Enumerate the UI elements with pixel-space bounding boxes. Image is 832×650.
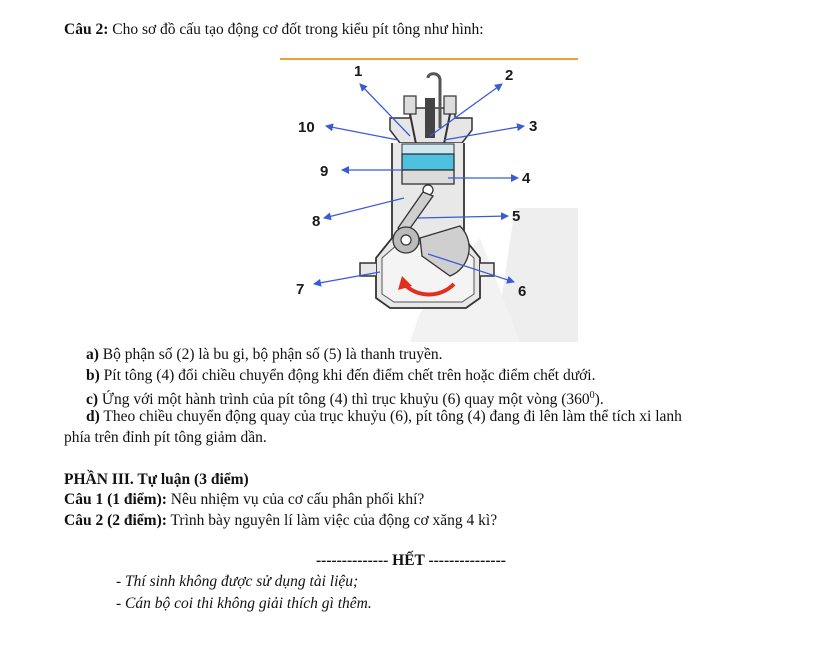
label-7: 7	[296, 281, 305, 298]
note-1: - Thí sinh không được sử dụng tài liệu;	[116, 573, 359, 590]
statement-a-text: Bộ phận số (2) là bu gi, bộ phận số (5) là thanh truyền.	[98, 346, 443, 363]
part3-question-1	[64, 490, 424, 510]
statement-d	[86, 407, 682, 427]
label-5: 5	[512, 208, 521, 225]
statement-c-tail: ).	[594, 391, 604, 409]
part3-q2-text: Trình bày nguyên lí làm việc của động cơ xăng 4 kì?	[166, 512, 498, 529]
statement-a-label: a)	[86, 346, 99, 363]
part3-q1-label: Câu 1 (1 điểm):	[64, 491, 167, 508]
crank-pin	[401, 235, 411, 245]
label-4: 4	[522, 170, 531, 187]
leader-1	[360, 84, 410, 136]
question-text: Cho sơ đồ cấu tạo động cơ đốt trong kiểu pít tông như hình:	[108, 21, 484, 38]
part3-question-2	[64, 511, 497, 531]
label-6: 6	[518, 283, 527, 300]
valve-left	[404, 96, 416, 114]
statement-d-label: d)	[86, 408, 100, 425]
valve-right	[444, 96, 456, 114]
label-3: 3	[529, 118, 538, 135]
part3-title: PHẦN III. Tự luận (3 điểm)	[64, 471, 249, 488]
statement-c-text: Ứng với một hành trình của pít tông (4) thì trục khuỷu (6) quay một vòng (360	[98, 391, 590, 409]
statement-d-text: Theo chiều chuyển động quay của trục khuỷu (6), pít tông (4) đang đi lên làm thể tích xi lanh	[99, 408, 682, 425]
piston-skirt	[402, 170, 454, 184]
question-label: Câu 2:	[64, 21, 109, 38]
statement-d-continuation: phía trên đỉnh pít tông giảm dần.	[64, 429, 267, 446]
statement-b	[86, 366, 595, 386]
engine-diagram-svg	[280, 58, 578, 342]
statement-b-text: Pít tông (4) đổi chiều chuyển động khi đến điểm chết trên hoặc điểm chết dưới.	[99, 367, 596, 384]
piston-crown	[402, 154, 454, 170]
top-rule	[280, 58, 578, 60]
note-2: - Cán bộ coi thi không giải thích gì thêm.	[116, 595, 372, 612]
label-8: 8	[312, 213, 321, 230]
end-marker: -------------- HẾT ---------------	[316, 552, 506, 569]
statement-c-label: c)	[86, 391, 99, 409]
statement-c-sup: 0	[589, 390, 595, 401]
question-heading	[64, 20, 484, 40]
combustion-chamber	[402, 144, 454, 154]
label-9: 9	[320, 163, 329, 180]
label-2: 2	[505, 67, 514, 84]
leader-7	[314, 272, 380, 284]
statement-a	[86, 345, 442, 365]
leader-10	[326, 126, 398, 140]
label-10: 10	[298, 119, 315, 136]
part3-q1-text: Nêu nhiệm vụ của cơ cấu phân phối khí?	[166, 491, 425, 508]
statement-b-label: b)	[86, 367, 100, 384]
part3-q2-label: Câu 2 (2 điểm):	[64, 512, 167, 529]
label-1: 1	[354, 63, 363, 80]
spark-plug	[425, 98, 435, 138]
block-flange-right	[480, 263, 494, 276]
engine-diagram	[280, 58, 578, 342]
